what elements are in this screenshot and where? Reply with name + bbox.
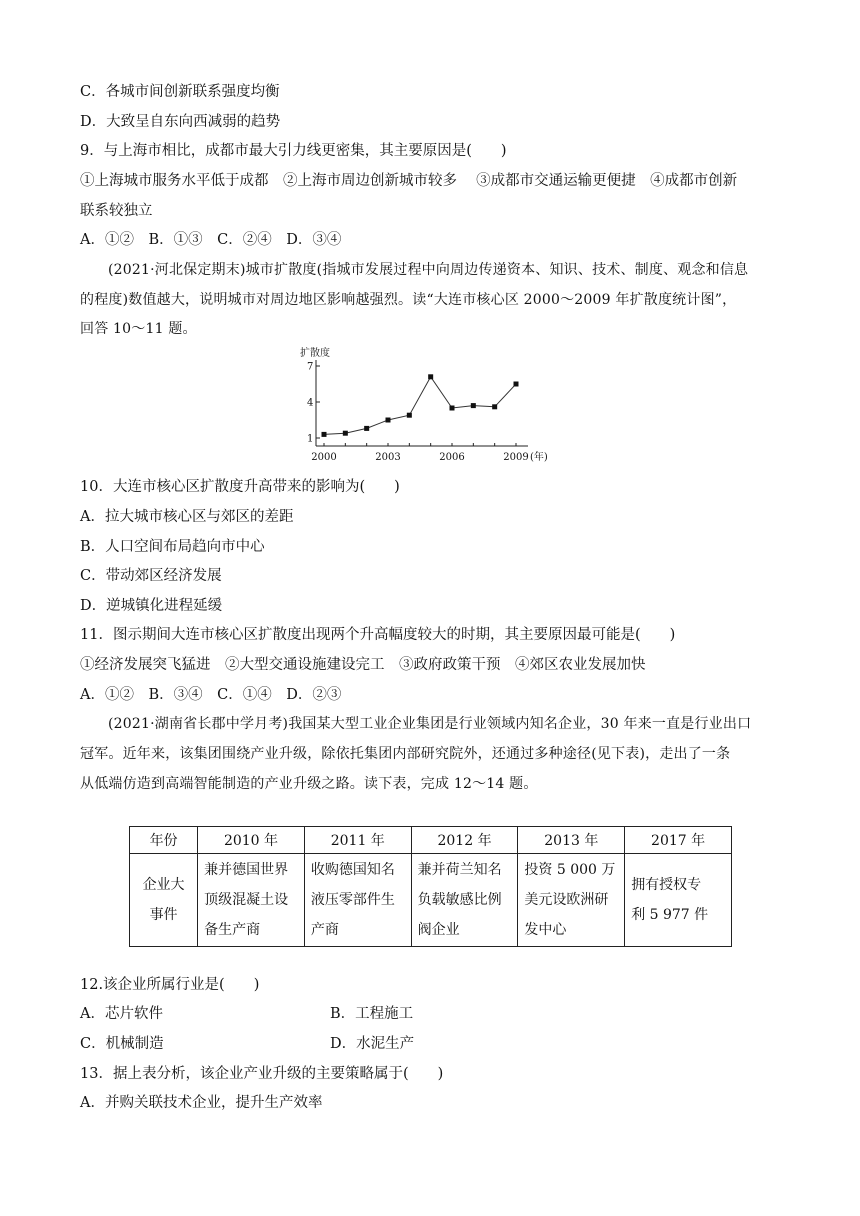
passage1-line3: 回答 10～11 题。 <box>80 321 197 337</box>
passage1-line2: 的程度)数值越大，说明城市对周边地区影响越强烈。读“大连市核心区 2000～2009 年扩散度统计图”， <box>80 292 737 308</box>
q9-answer-choices: A．①② B．①③ C．②④ D．③④ <box>80 232 342 248</box>
table-cell-2017 <box>625 854 732 947</box>
q13-stem: 13．据上表分析，该企业产业升级的主要策略属于( ) <box>80 1066 444 1082</box>
data-point <box>428 374 433 379</box>
cell-line: 阀企业 <box>417 922 460 938</box>
cell-line: 备生产商 <box>204 922 261 938</box>
x-tick-label: 2000 <box>311 452 337 463</box>
table-header-cell: 年份 <box>130 827 198 854</box>
y-tick-label: 1 <box>307 433 314 445</box>
passage2-line3: 从低端仿造到高端智能制造的产业升级之路。读下表，完成 12～14 题。 <box>80 776 538 792</box>
cell-line: 拥有授权专 <box>631 877 702 893</box>
table-header-cell: 2011 年 <box>304 827 411 854</box>
table-cell-2013 <box>518 854 625 947</box>
q8-option-c: C．各城市间创新联系强度均衡 <box>80 84 280 100</box>
q12-stem: 12.该企业所属行业是( ) <box>80 977 260 993</box>
q12-option-d: D．水泥生产 <box>330 1036 415 1052</box>
q11-stem: 11．图示期间大连市核心区扩散度出现两个升高幅度较大的时期，其主要原因最可能是( ) <box>80 627 676 643</box>
q10-option-b: B．人口空间布局趋向市中心 <box>80 539 265 555</box>
table-cell-2010 <box>198 854 305 947</box>
data-point <box>471 403 476 408</box>
data-point <box>386 418 391 423</box>
q11-answer-choices: A．①② B．③④ C．①④ D．②③ <box>80 687 342 703</box>
enterprise-events-table <box>129 826 732 947</box>
x-tick-label: 2009 <box>503 452 529 463</box>
data-point <box>364 426 369 431</box>
diffusion-line-chart <box>290 344 570 468</box>
table-row-label <box>130 854 198 947</box>
q9-stem: 9．与上海市相比，成都市最大引力线更密集，其主要原因是( ) <box>80 143 507 159</box>
cell-line: 液压零部件生 <box>310 892 395 908</box>
q8-option-d: D．大致呈自东向西减弱的趋势 <box>80 114 281 130</box>
chart-ylabel: 扩散度 <box>300 348 330 359</box>
cell-line: 发中心 <box>524 922 567 938</box>
cell-line: 顶级混凝土设 <box>204 892 289 908</box>
data-point <box>407 413 412 418</box>
cell-line: 负载敏感比例 <box>417 892 502 908</box>
cell-line: 产商 <box>310 922 339 938</box>
passage2-line1: (2021·湖南省长郡中学月考)我国某大型工业企业集团是行业领域内知名企业，30 年来一直是行业出口 <box>108 716 752 732</box>
q13-option-a: A．并购关联技术企业，提升生产效率 <box>80 1095 323 1111</box>
q10-option-a: A．拉大城市核心区与郊区的差距 <box>80 509 294 525</box>
x-tick-label: 2006 <box>439 452 465 463</box>
data-point <box>514 382 519 387</box>
row-label-line: 企业大 <box>142 877 185 893</box>
q12-option-a: A．芯片软件 <box>80 1006 163 1022</box>
data-point <box>343 431 348 436</box>
cell-line: 收购德国知名 <box>310 862 395 878</box>
table-row <box>130 854 732 947</box>
q12-option-c: C．机械制造 <box>80 1036 164 1052</box>
series-line <box>324 377 516 435</box>
x-tick-label: 2003 <box>375 452 401 463</box>
q10-option-c: C．带动郊区经济发展 <box>80 568 222 584</box>
y-tick-label: 7 <box>307 361 314 373</box>
data-point <box>322 432 327 437</box>
table-cell-2012 <box>411 854 518 947</box>
q9-options-line1: ①上海城市服务水平低于成都 ②上海市周边创新城市较多 ③成都市交通运输更便捷 ④成都市创新 <box>80 173 738 189</box>
table-cell-2011 <box>304 854 411 947</box>
table-header-row <box>130 827 732 854</box>
table-header-cell: 2017 年 <box>625 827 732 854</box>
row-label-line: 事件 <box>149 907 178 923</box>
cell-line: 利 5 977 件 <box>631 907 709 923</box>
cell-line: 美元设欧洲研 <box>524 892 609 908</box>
y-tick-label: 4 <box>307 397 314 409</box>
table-header-cell: 2010 年 <box>198 827 305 854</box>
cell-line: 兼并德国世界 <box>204 862 289 878</box>
q10-stem: 10．大连市核心区扩散度升高带来的影响为( ) <box>80 479 400 495</box>
data-point <box>450 406 455 411</box>
q12-option-b: B．工程施工 <box>330 1006 414 1022</box>
cell-line: 投资 5 000 万 <box>524 862 616 878</box>
data-point <box>492 404 497 409</box>
table-header-cell: 2012 年 <box>411 827 518 854</box>
table-header-cell: 2013 年 <box>518 827 625 854</box>
q9-options-line2: 联系较独立 <box>80 203 153 219</box>
passage1-line1: (2021·河北保定期末)城市扩散度(指城市发展过程中向周边传递资本、知识、技术、制度、观念和信息 <box>108 262 749 278</box>
chart-xlabel: (年) <box>530 452 548 463</box>
cell-line: 兼并荷兰知名 <box>417 862 502 878</box>
q11-options: ①经济发展突飞猛进 ②大型交通设施建设完工 ③政府政策干预 ④郊区农业发展加快 <box>80 657 646 673</box>
q10-option-d: D．逆城镇化进程延缓 <box>80 598 223 614</box>
passage2-line2: 冠军。近年来，该集团围绕产业升级，除依托集团内部研究院外，还通过多种途径(见下表)，走出了一条 <box>80 746 731 762</box>
